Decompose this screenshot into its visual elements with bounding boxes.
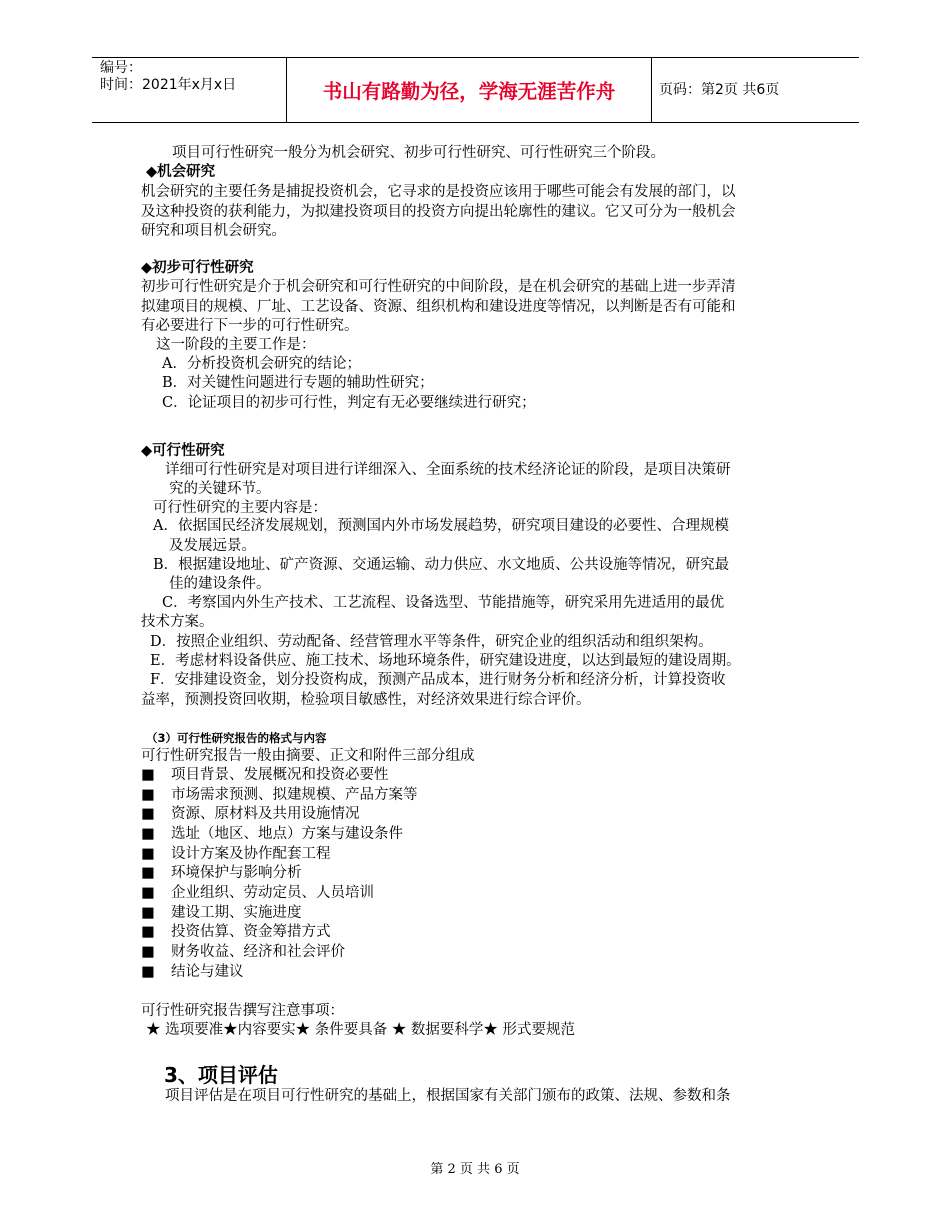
square-bullet-icon: ■ bbox=[141, 885, 155, 901]
report-list-item: ■ 资源、原材料及共用设施情况 bbox=[141, 806, 360, 822]
square-bullet-icon: ■ bbox=[141, 846, 155, 862]
header-top-rule bbox=[92, 57, 859, 58]
content-item: D．按照企业组织、劳动配备、经营管理水平等条件，研究企业的组织活动和组织架构。 bbox=[150, 634, 713, 650]
tasks-intro: 这一阶段的主要工作是： bbox=[156, 337, 316, 353]
report-list-item: ■ 项目背景、发展概况和投资必要性 bbox=[141, 767, 389, 783]
paragraph-line: 机会研究的主要任务是捕捉投资机会，它寻求的是投资应该用于哪些可能会有发展的部门，以 bbox=[141, 184, 736, 200]
report-heading: （3）可行性研究报告的格式与内容 bbox=[146, 731, 327, 745]
content-item: 益率，预测投资回收期，检验项目敏感性，对经济效果进行综合评价。 bbox=[141, 692, 591, 708]
header-divider-right bbox=[651, 57, 652, 122]
square-bullet-icon: ■ bbox=[141, 964, 155, 980]
report-intro: 可行性研究报告一般由摘要、正文和附件三部分组成 bbox=[141, 748, 475, 764]
paragraph-line: 拟建项目的规模、厂址、工艺设备、资源、组织机构和建设进度等情况，以判断是否有可能和 bbox=[141, 299, 736, 315]
content-intro: 可行性研究的主要内容是： bbox=[153, 500, 327, 516]
square-bullet-icon: ■ bbox=[141, 787, 155, 803]
section-heading-preliminary: ◆初步可行性研究 bbox=[141, 260, 254, 276]
notes-intro: 可行性研究报告撰写注意事项： bbox=[141, 1003, 344, 1019]
square-bullet-icon: ■ bbox=[141, 865, 155, 881]
report-list-item: ■ 建设工期、实施进度 bbox=[141, 905, 302, 921]
square-bullet-icon: ■ bbox=[141, 767, 155, 783]
intro-paragraph: 项目可行性研究一般分为机会研究、初步可行性研究、可行性研究三个阶段。 bbox=[172, 145, 665, 161]
content-item: 及发展远景。 bbox=[169, 538, 256, 554]
paragraph-line: 及这种投资的获利能力，为拟建投资项目的投资方向提出轮廓性的建议。它又可分为一般机会 bbox=[141, 204, 736, 220]
paragraph-line: 初步可行性研究是介于机会研究和可行性研究的中间阶段，是在机会研究的基础上进一步弄清 bbox=[141, 279, 736, 295]
content-item: C．考察国内外生产技术、工艺流程、设备选型、节能措施等，研究采用先进适用的最优 bbox=[162, 595, 725, 611]
report-list-item: ■ 结论与建议 bbox=[141, 964, 244, 980]
task-item: A．分析投资机会研究的结论； bbox=[162, 356, 361, 372]
content-item: F．安排建设资金，划分投资构成，预测产品成本，进行财务分析和经济分析，计算投资收 bbox=[150, 672, 726, 688]
header-motto: 书山有路勤为径，学海无涯苦作舟 bbox=[322, 80, 616, 103]
square-bullet-icon: ■ bbox=[141, 944, 155, 960]
report-list-item: ■ 选址（地区、地点）方案与建设条件 bbox=[141, 826, 403, 842]
document-number-label: 编号： bbox=[100, 60, 142, 76]
section-heading-evaluation: 3、项目评估 bbox=[164, 1063, 278, 1087]
task-item: C．论证项目的初步可行性，判定有无必要继续进行研究； bbox=[162, 395, 536, 411]
square-bullet-icon: ■ bbox=[141, 806, 155, 822]
content-item: 佳的建设条件。 bbox=[169, 576, 271, 592]
report-list-item: ■ 财务收益、经济和社会评价 bbox=[141, 944, 345, 960]
square-bullet-icon: ■ bbox=[141, 924, 155, 940]
square-bullet-icon: ■ bbox=[141, 905, 155, 921]
report-list-item: ■ 设计方案及协作配套工程 bbox=[141, 846, 331, 862]
report-list-item: ■ 环境保护与影响分析 bbox=[141, 865, 302, 881]
section-heading-opportunity: ◆机会研究 bbox=[146, 164, 216, 180]
notes-line: ★ 选项要准★内容要实★ 条件要具备 ★ 数据要科学★ 形式要规范 bbox=[146, 1022, 576, 1038]
document-time-label: 时间：2021年x月x日 bbox=[100, 77, 237, 93]
page-footer: 第 2 页 共 6 页 bbox=[430, 1162, 520, 1177]
header-page-label: 页码：第2页 共6页 bbox=[659, 82, 780, 98]
content-item: B．根据建设地址、矿产资源、交通运输、动力供应、水文地质、公共设施等情况，研究最 bbox=[153, 557, 730, 573]
report-list-item: ■ 投资估算、资金筹措方式 bbox=[141, 924, 331, 940]
header-meta bbox=[100, 60, 236, 94]
report-list-item: ■ 企业组织、劳动定员、人员培训 bbox=[141, 885, 374, 901]
square-bullet-icon: ■ bbox=[141, 826, 155, 842]
report-list-item: ■ 市场需求预测、拟建规模、产品方案等 bbox=[141, 787, 418, 803]
paragraph-line: 究的关键环节。 bbox=[169, 481, 271, 497]
content-item: A．依据国民经济发展规划，预测国内外市场发展趋势，研究项目建设的必要性、合理规模 bbox=[153, 518, 729, 534]
paragraph-line: 有必要进行下一步的可行性研究。 bbox=[141, 318, 359, 334]
content-item: 技术方案。 bbox=[141, 614, 214, 630]
task-item: B．对关键性问题进行专题的辅助性研究； bbox=[162, 375, 434, 391]
section-heading-feasibility: ◆可行性研究 bbox=[141, 443, 225, 459]
paragraph-line: 研究和项目机会研究。 bbox=[141, 223, 286, 239]
paragraph-line: 项目评估是在项目可行性研究的基础上，根据国家有关部门颁布的政策、法规、参数和条 bbox=[165, 1088, 731, 1104]
paragraph-line: 详细可行性研究是对项目进行详细深入、全面系统的技术经济论证的阶段，是项目决策研 bbox=[165, 462, 731, 478]
header-bottom-rule bbox=[92, 122, 859, 123]
content-item: E．考虑材料设备供应、施工技术、场地环境条件，研究建设进度，以达到最短的建设周期。 bbox=[150, 653, 741, 669]
